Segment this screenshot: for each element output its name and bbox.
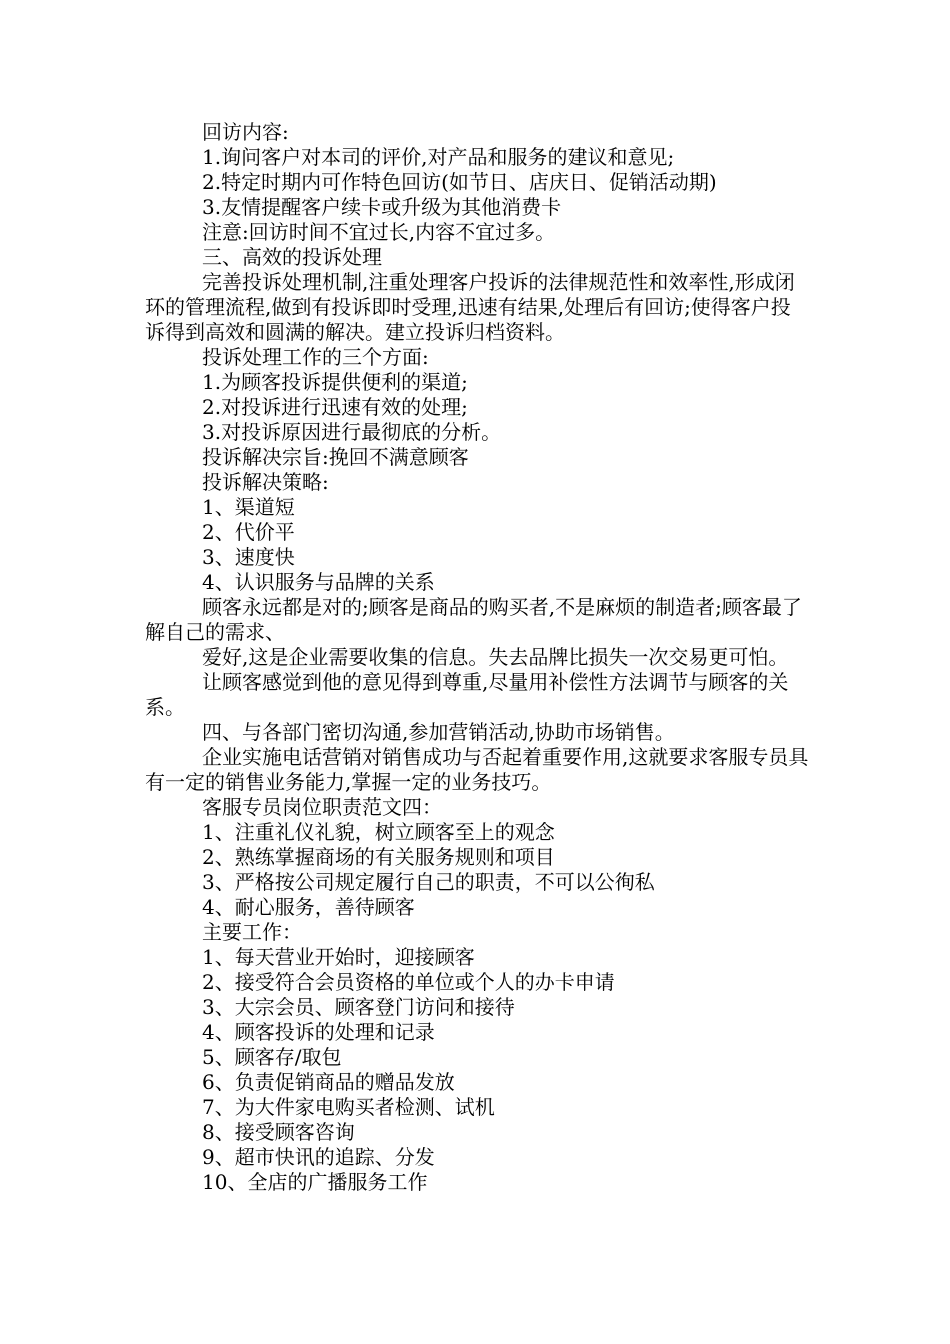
- list-item: 2、熟练掌握商场的有关服务规则和项目: [202, 845, 555, 869]
- list-item: 4、顾客投诉的处理和记录: [202, 1020, 435, 1044]
- list-item: 2、代价平: [202, 520, 295, 544]
- paragraph: 投诉处理工作的三个方面:: [202, 345, 429, 369]
- list-item: 6、负责促销商品的赠品发放: [202, 1070, 455, 1094]
- paragraph: 顾客永远都是对的;顾客是商品的购买者,不是麻烦的制造者;顾客最了解自己的需求、: [145, 595, 802, 644]
- section-heading: 三、高效的投诉处理: [202, 245, 382, 269]
- list-item: 7、为大件家电购买者检测、试机: [202, 1095, 495, 1119]
- section-heading: 客服专员岗位职责范文四：: [202, 795, 442, 819]
- list-item: 1.为顾客投诉提供便利的渠道;: [202, 370, 468, 394]
- list-item: 3、速度快: [202, 545, 295, 569]
- list-item: 4、认识服务与品牌的关系: [202, 570, 435, 594]
- paragraph: 注意:回访时间不宜过长,内容不宜过多。: [202, 220, 556, 244]
- paragraph: 让顾客感觉到他的意见得到尊重,尽量用补偿性方法调节与顾客的关系。: [145, 670, 789, 719]
- list-item: 1、渠道短: [202, 495, 295, 519]
- list-item: 5、顾客存/取包: [202, 1045, 342, 1069]
- list-item: 4、耐心服务，善待顾客: [202, 895, 415, 919]
- document-page: [145, 120, 810, 1195]
- list-item: 1、每天营业开始时，迎接顾客: [202, 945, 475, 969]
- list-item: 1.询问客户对本司的评价,对产品和服务的建议和意见;: [202, 145, 675, 169]
- section-heading: 主要工作：: [202, 920, 302, 944]
- list-item: 2.对投诉进行迅速有效的处理;: [202, 395, 468, 419]
- paragraph: 爱好,这是企业需要收集的信息。失去品牌比损失一次交易更可怕。: [202, 645, 789, 669]
- section-heading: 四、与各部门密切沟通,参加营销活动,协助市场销售。: [202, 720, 675, 744]
- list-item: 2、接受符合会员资格的单位或个人的办卡申请: [202, 970, 615, 994]
- list-item: 8、接受顾客咨询: [202, 1120, 355, 1144]
- list-item: 3.对投诉原因进行最彻底的分析。: [202, 420, 502, 444]
- list-item: 3.友情提醒客户续卡或升级为其他消费卡: [202, 195, 562, 219]
- paragraph: 企业实施电话营销对销售成功与否起着重要作用,这就要求客服专员具有一定的销售业务能力,掌握一定的业务技巧。: [145, 745, 809, 794]
- list-item: 1、注重礼仪礼貌，树立顾客至上的观念: [202, 820, 555, 844]
- paragraph: 投诉解决策略:: [202, 470, 329, 494]
- paragraph: 完善投诉处理机制,注重处理客户投诉的法律规范性和效率性,形成闭环的管理流程,做到有投诉即时受理,迅速有结果,处理后有回访;使得客户投诉得到高效和圆满的解决。建立投诉归档资料。: [145, 270, 795, 344]
- list-item: 10、全店的广播服务工作: [202, 1170, 428, 1194]
- list-item: 2.特定时期内可作特色回访(如节日、店庆日、促销活动期): [202, 170, 717, 194]
- list-item: 3、严格按公司规定履行自己的职责，不可以公徇私: [202, 870, 655, 894]
- paragraph: 回访内容:: [202, 120, 289, 144]
- list-item: 9、超市快讯的追踪、分发: [202, 1145, 435, 1169]
- paragraph: 投诉解决宗旨:挽回不满意顾客: [202, 445, 469, 469]
- list-item: 3、大宗会员、顾客登门访问和接待: [202, 995, 515, 1019]
